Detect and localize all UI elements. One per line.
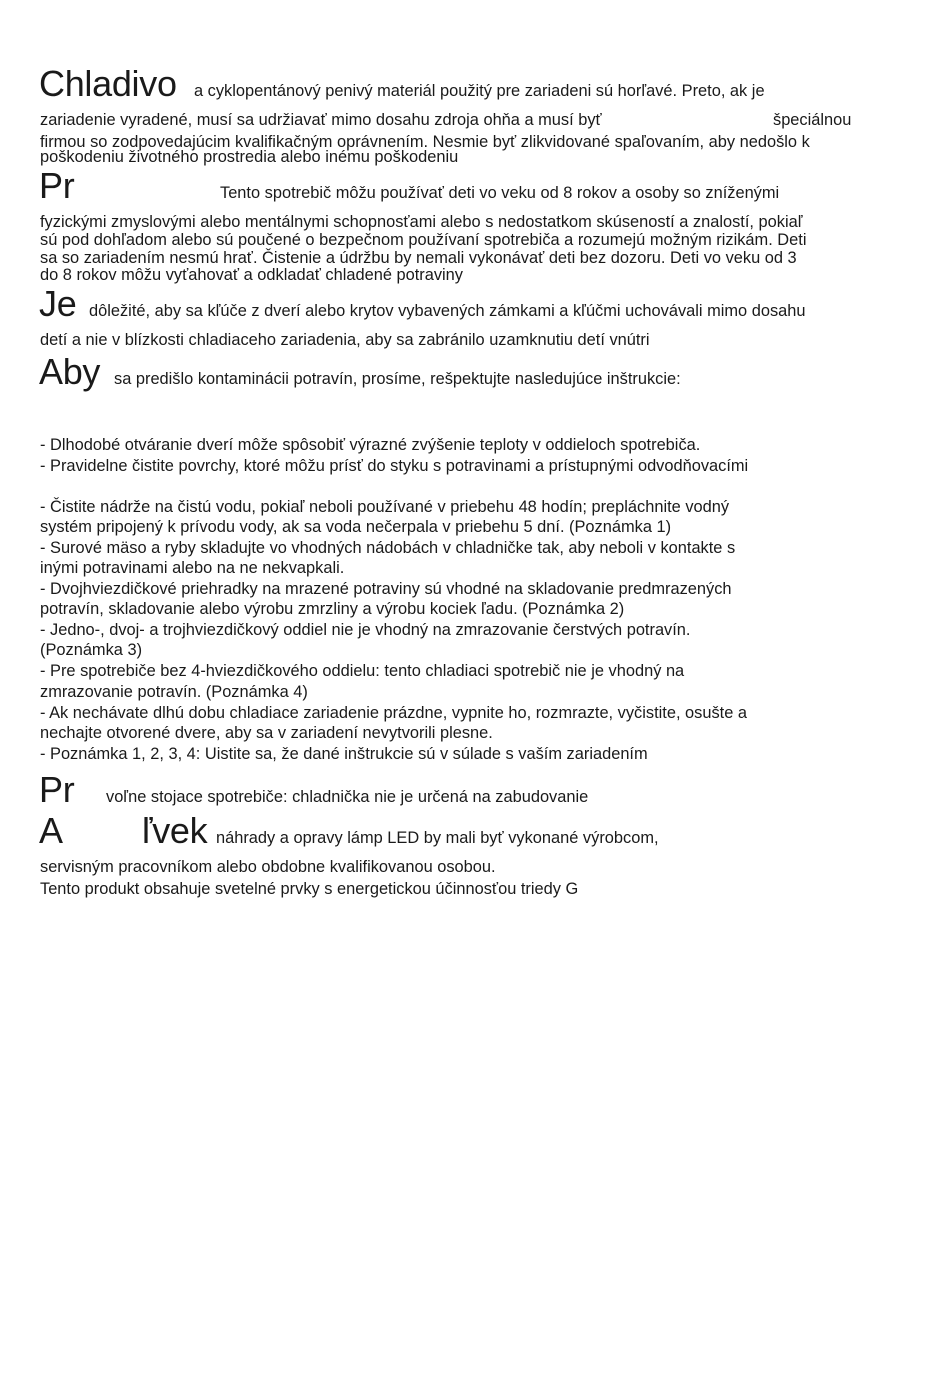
paragraph-line: poškodeniu životného prostredia alebo inému poškodeniu [40, 148, 459, 166]
paragraph-line: servisným pracovníkom alebo obdobne kvalifikovanou osobou. [40, 858, 496, 876]
paragraph-line: sa so zariadením nesmú hrať. Čistenie a údržbu by nemali vykonávať deti bez dozoru. Deti vo veku od 3 [40, 249, 797, 267]
paragraph-line: voľne stojace spotrebiče: chladnička nie je určená na zabudovanie [106, 788, 589, 806]
list-item: - Pravidelne čistite povrchy, ktoré môžu prísť do styku s potravinami a prístupnými odvodňovacími [40, 457, 749, 475]
paragraph-line: zariadenie vyradené, musí sa udržiavať mimo dosahu zdroja ohňa a musí byť [40, 111, 602, 129]
paragraph-line: Tento produkt obsahuje svetelné prvky s energetickou účinnosťou triedy G [40, 880, 579, 898]
paragraph-line: sú pod dohľadom alebo sú poučené o bezpečnom používaní spotrebiča a rozumejú možným rizikám. Deti [40, 231, 807, 249]
heading-chladivo: Chladivo [39, 63, 177, 104]
paragraph-line: sa predišlo kontaminácii potravín, prosíme, rešpektujte nasledujúce inštrukcie: [114, 370, 681, 388]
list-item: - Surové mäso a ryby skladujte vo vhodných nádobách v chladničke tak, aby neboli v kontakte s [40, 539, 736, 557]
paragraph-line: firmou so zodpovedajúcim kvalifikačným oprávnením. Nesmie byť zlikvidované spaľovaním, aby nedošlo k [40, 133, 810, 151]
paragraph-line: náhrady a opravy lámp LED by mali byť vykonané výrobcom, [216, 829, 659, 847]
list-item: zmrazovanie potravín. (Poznámka 4) [40, 683, 308, 701]
paragraph-line: Tento spotrebič môžu používať deti vo veku od 8 rokov a osoby so zníženými [220, 184, 780, 202]
heading-lvek: ľvek [142, 810, 208, 851]
paragraph-line: fyzickými zmyslovými alebo mentálnymi schopnosťami alebo s nedostatkom skúseností a znalostí, pokiaľ [40, 213, 803, 231]
paragraph-line: dôležité, aby sa kľúče z dverí alebo krytov vybavených zámkami a kľúčmi uchovávali mimo dosahu [89, 302, 806, 320]
list-item: - Jedno-, dvoj- a trojhviezdičkový oddiel nie je vhodný na zmrazovanie čerstvých potravín. [40, 621, 691, 639]
paragraph-line: detí a nie v blízkosti chladiaceho zariadenia, aby sa zabránilo uzamknutiu detí vnútri [40, 331, 650, 349]
heading-aby: Aby [39, 351, 101, 392]
list-item: (Poznámka 3) [40, 641, 143, 659]
list-item: potravín, skladovanie alebo výrobu zmrzliny a výrobu kociek ľadu. (Poznámka 2) [40, 600, 625, 618]
list-item: systém pripojený k prívodu vody, ak sa voda nečerpala v priebehu 5 dní. (Poznámka 1) [40, 518, 672, 536]
list-item: - Ak nechávate dlhú dobu chladiace zariadenie prázdne, vypnite ho, rozmrazte, vyčistite, osušte a [40, 704, 748, 722]
list-item: inými potravinami alebo na ne nekvapkali. [40, 559, 345, 577]
list-item: - Dvojhviezdičkové priehradky na mrazené potraviny sú vhodné na skladovanie predmrazených [40, 580, 732, 598]
heading-pr: Pr [39, 165, 75, 206]
heading-pr-2: Pr [39, 769, 75, 810]
list-item: nechajte otvorené dvere, aby sa v zariadení nevytvorili plesne. [40, 724, 493, 742]
list-item: - Pre spotrebiče bez 4-hviezdičkového oddielu: tento chladiaci spotrebič nie je vhodný na [40, 662, 685, 680]
heading-je: Je [39, 283, 77, 324]
paragraph-line: špeciálnou [773, 111, 852, 129]
heading-a: A [39, 810, 63, 851]
list-item: - Čistite nádrže na čistú vodu, pokiaľ neboli používané v priebehu 48 hodín; prepláchnite vodný [40, 498, 730, 516]
list-item: - Dlhodobé otváranie dverí môže spôsobiť výrazné zvýšenie teploty v oddieloch spotrebiča. [40, 436, 701, 454]
list-item: - Poznámka 1, 2, 3, 4: Uistite sa, že dané inštrukcie sú v súlade s vaším zariadením [40, 745, 648, 763]
paragraph-line: do 8 rokov môžu vyťahovať a odkladať chladené potraviny [40, 266, 463, 284]
paragraph-line: a cyklopentánový penivý materiál použitý pre zariadeni sú horľavé. Preto, ak je [194, 82, 765, 100]
